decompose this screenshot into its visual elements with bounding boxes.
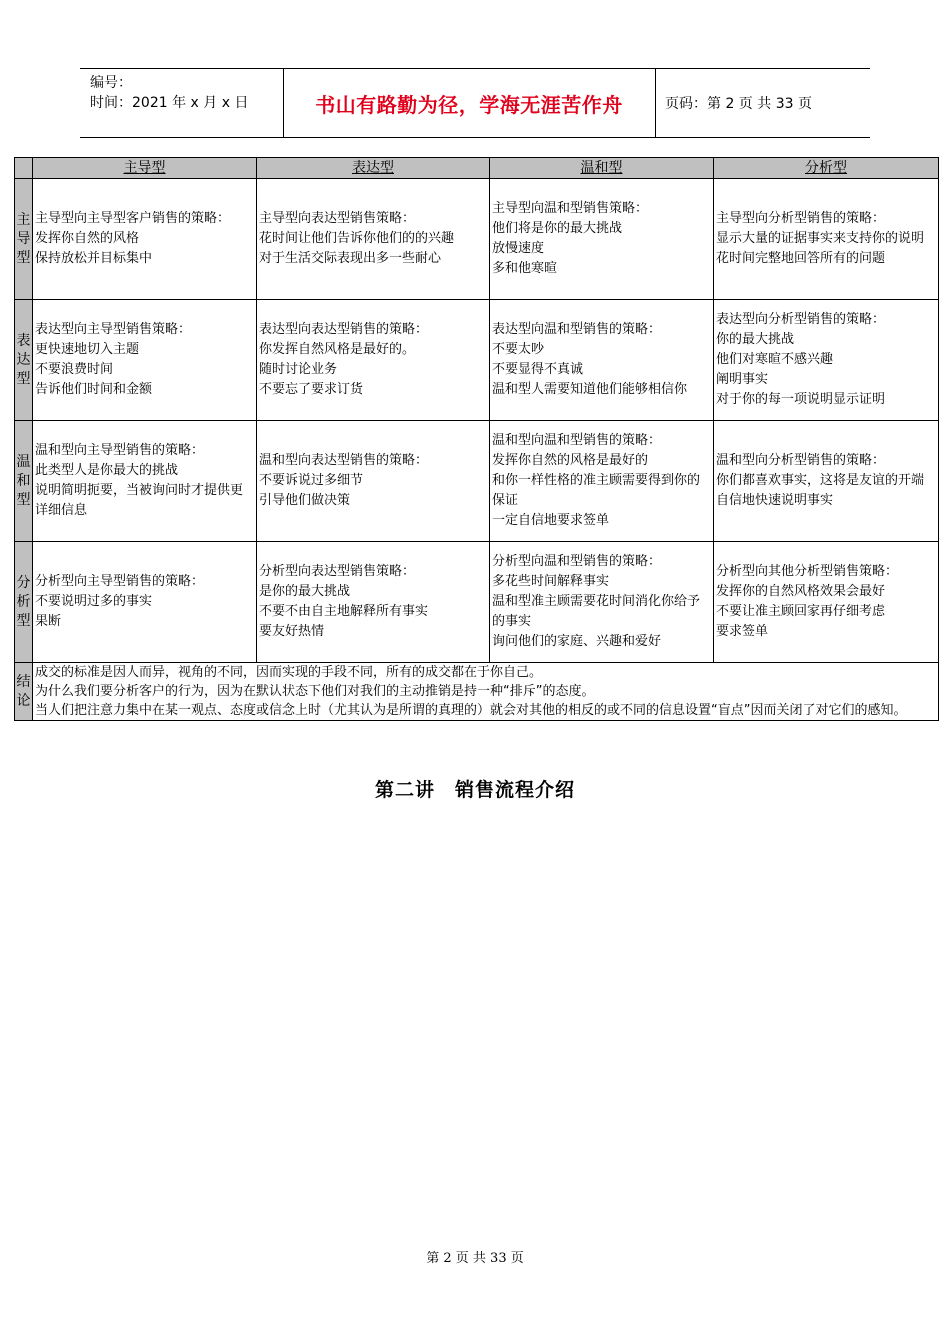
header-number-label: 编号： <box>90 75 132 91</box>
row-header: 主 导 型 <box>15 179 33 300</box>
page-footer: 第 2 页 共 33 页 <box>426 1251 524 1266</box>
table-cell: 表达型向主导型销售策略： 更快速地切入主题 不要浪费时间 告诉他们时间和金额 <box>33 300 257 421</box>
table-cell: 主导型向主导型客户销售的策略： 发挥你自然的风格 保持放松并目标集中 <box>33 179 257 300</box>
header-meta <box>90 73 248 113</box>
row-header: 温 和 型 <box>15 421 33 542</box>
page-header <box>80 68 870 138</box>
table-row <box>15 421 939 542</box>
table-row <box>15 300 939 421</box>
table-cell: 主导型向表达型销售策略： 花时间让他们告诉你他们的的兴趣 对于生活交际表现出多一些耐心 <box>257 179 490 300</box>
table-cell: 温和型向主导型销售的策略： 此类型人是你最大的挑战 说明简明扼要，当被询问时才提供更详细信息 <box>33 421 257 542</box>
table-cell: 温和型向分析型销售的策略： 你们都喜欢事实，这将是友谊的开端 自信地快速说明事实 <box>714 421 939 542</box>
table-cell: 分析型向其他分析型销售策略： 发挥你的自然风格效果会最好 不要让准主顾回家再仔细考虑 要求签单 <box>714 542 939 663</box>
table-cell: 分析型向主导型销售的策略： 不要说明过多的事实 果断 <box>33 542 257 663</box>
table-row <box>15 179 939 300</box>
column-header: 分析型 <box>714 158 939 179</box>
table-cell: 分析型向温和型销售的策略： 多花些时间解释事实 温和型准主顾需要花时间消化你给予的事实 询问他们的家庭、兴趣和爱好 <box>490 542 714 663</box>
conclusion-text: 成交的标准是因人而异，视角的不同，因而实现的手段不同，所有的成交都在于你自己。 为什么我们要分析客户的行为，因为在默认状态下他们对我们的主动推销是持一种“排斥”的态度。 当人们把注意力集中在某一观点、态度或信念上时（尤其认为是所谓的真理的）就会对其他的相反的或不同的信息设置“盲点”因而关闭了对它们的感知。 <box>33 663 939 721</box>
header-page-info: 页码：第 2 页 共 33 页 <box>665 96 812 112</box>
column-header: 主导型 <box>33 158 257 179</box>
column-header: 温和型 <box>490 158 714 179</box>
row-header: 表 达 型 <box>15 300 33 421</box>
table-row <box>15 542 939 663</box>
table-cell: 分析型向表达型销售策略： 是你的最大挑战 不要不由自主地解释所有事实 要友好热情 <box>257 542 490 663</box>
table-cell: 表达型向表达型销售的策略： 你发挥自然风格是最好的。 随时讨论业务 不要忘了要求订货 <box>257 300 490 421</box>
table-cell: 温和型向温和型销售的策略： 发挥你自然的风格是最好的 和你一样性格的准主顾需要得到你的保证 一定自信地要求签单 <box>490 421 714 542</box>
column-header: 表达型 <box>257 158 490 179</box>
conclusion-header: 结 论 <box>15 663 33 721</box>
strategy-table <box>14 157 939 721</box>
header-motto: 书山有路勤为径，学海无涯苦作舟 <box>315 92 623 117</box>
section-title: 第二讲 销售流程介绍 <box>374 779 575 801</box>
table-cell: 表达型向分析型销售的策略： 你的最大挑战 他们对寒暄不感兴趣 阐明事实 对于你的每一项说明显示证明 <box>714 300 939 421</box>
row-header: 分 析 型 <box>15 542 33 663</box>
header-divider <box>655 69 656 137</box>
table-corner <box>15 158 33 179</box>
header-time-label: 时间：2021 年 x 月 x 日 <box>90 95 249 111</box>
table-cell: 主导型向温和型销售策略： 他们将是你的最大挑战 放慢速度 多和他寒暄 <box>490 179 714 300</box>
table-cell: 温和型向表达型销售的策略： 不要诉说过多细节 引导他们做决策 <box>257 421 490 542</box>
conclusion-row <box>15 663 939 721</box>
table-cell: 主导型向分析型销售的策略： 显示大量的证据事实来支持你的说明 花时间完整地回答所有的问题 <box>714 179 939 300</box>
table-cell: 表达型向温和型销售的策略： 不要太吵 不要显得不真诚 温和型人需要知道他们能够相信你 <box>490 300 714 421</box>
table-header-row <box>15 158 939 179</box>
